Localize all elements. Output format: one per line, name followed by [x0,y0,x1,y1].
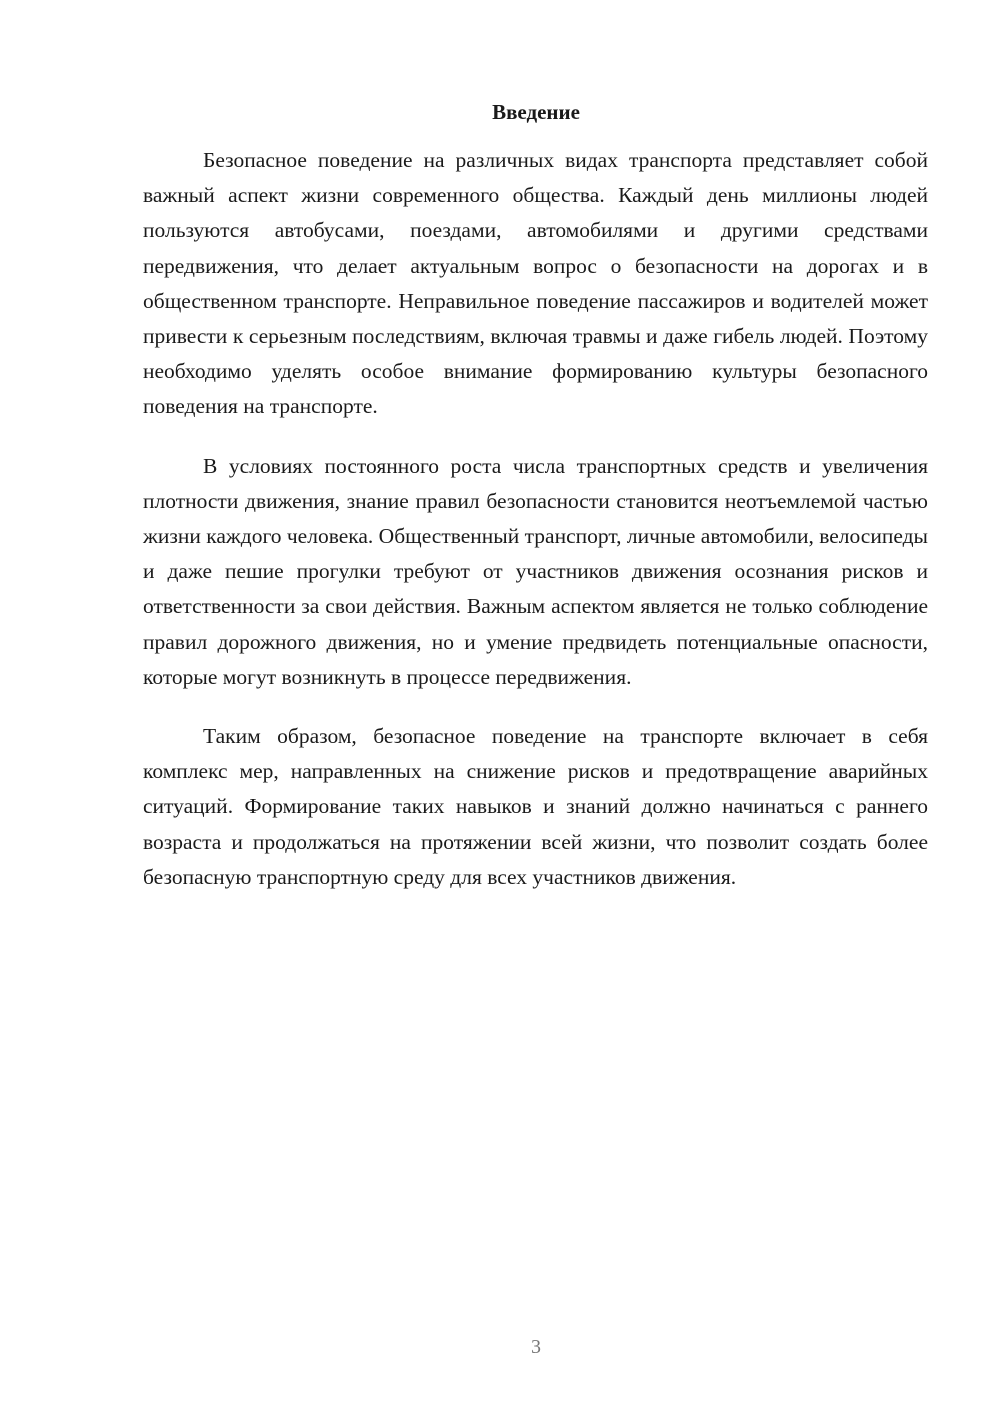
page-number: 3 [531,1336,541,1358]
paragraph-2: В условиях постоянного роста числа транспортных средств и увеличения плотности движения, знание правил безопасности становится неотъемлемой частью жизни каждого человека. Общественный транспорт, личные автомобили, велосипеды и даже пешие прогулки требуют от участников движения осознания рисков и ответственности за свои действия. Важным аспектом является не только соблюдение правил дорожного движения, но и умение предвидеть потенциальные опасности, которые могут возникнуть в процессе передвижения. [143,453,928,689]
paragraph-3: Таким образом, безопасное поведение на транспорте включает в себя комплекс мер, направленных на снижение рисков и предотвращение аварийных ситуаций. Формирование таких навыков и знаний должно начинаться с раннего возраста и продолжаться на протяжении всей жизни, что позволит создать более безопасную транспортную среду для всех участников движения. [143,724,928,889]
body-text [143,143,928,919]
paragraph-1: Безопасное поведение на различных видах транспорта представляет собой важный аспект жизни современного общества. Каждый день миллионы людей пользуются автобусами, поездами, автомобилями и другими средствами передвижения, что делает актуальным вопрос о безопасности на дорогах и в общественном транспорте. Неправильное поведение пассажиров и водителей может привести к серьезным последствиям, включая травмы и даже гибель людей. Поэтому необходимо уделять особое внимание формированию культуры безопасного поведения на транспорте. [143,148,928,419]
section-heading: Введение [492,100,580,124]
